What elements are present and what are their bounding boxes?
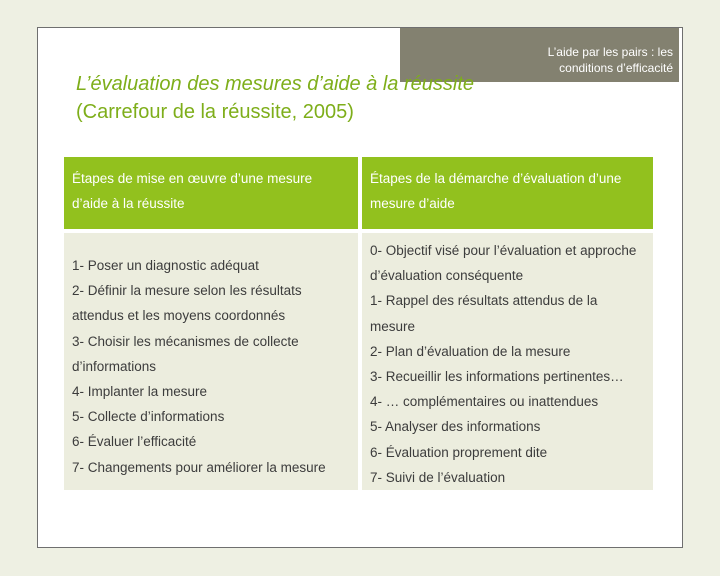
title-line-1: L’évaluation des mesures d’aide à la réussite (76, 73, 475, 95)
title-line-2: (Carrefour de la réussite, 2005) (76, 101, 354, 123)
header-cell-evaluation: Étapes de la démarche d’évaluation d’une mesure d’aide (360, 157, 653, 231)
evaluation-steps-list (362, 233, 653, 490)
list-item: 7- Changements pour améliorer la mesure (72, 459, 326, 475)
cell-evaluation-steps (360, 231, 653, 490)
header-line-1: L’aide par les pairs : les (547, 45, 673, 59)
slide-title (76, 70, 474, 126)
implementation-steps-list (64, 233, 358, 480)
list-item: 1- Poser un diagnostic adéquat (72, 258, 259, 273)
header-cell-implementation: Étapes de mise en œuvre d’une mesure d’aide à la réussite (64, 157, 360, 231)
cell-implementation-steps (64, 231, 360, 490)
list-item: 5- Analyser des informations (370, 419, 541, 435)
list-item: 5- Collecte d’informations (72, 409, 225, 425)
list-item: 3- Choisir les mécanismes de collecte d’informations (72, 333, 299, 374)
list-item: 4- … complémentaires ou inattendues (370, 394, 599, 410)
list-item: 3- Recueillir les informations pertinentes… (370, 369, 624, 385)
list-item: 6- Évaluation proprement dite (370, 444, 548, 460)
list-item: 0- Objectif visé pour l’évaluation et approche d’évaluation conséquente (370, 243, 637, 284)
table-body-row (64, 231, 653, 490)
list-item: 4- Implanter la mesure (72, 384, 208, 400)
header-line-2: conditions d’efficacité (559, 61, 673, 75)
list-item: 2- Plan d’évaluation de la mesure (370, 343, 571, 359)
table-header-row (64, 157, 653, 231)
list-item: 2- Définir la mesure selon les résultats attendus et les moyens coordonnés (72, 283, 302, 324)
list-item: 6- Évaluer l’efficacité (72, 434, 197, 450)
list-item: 7- Suivi de l’évaluation (370, 469, 506, 485)
list-item: 1- Rappel des résultats attendus de la mesure (370, 293, 598, 334)
comparison-table (64, 157, 653, 490)
